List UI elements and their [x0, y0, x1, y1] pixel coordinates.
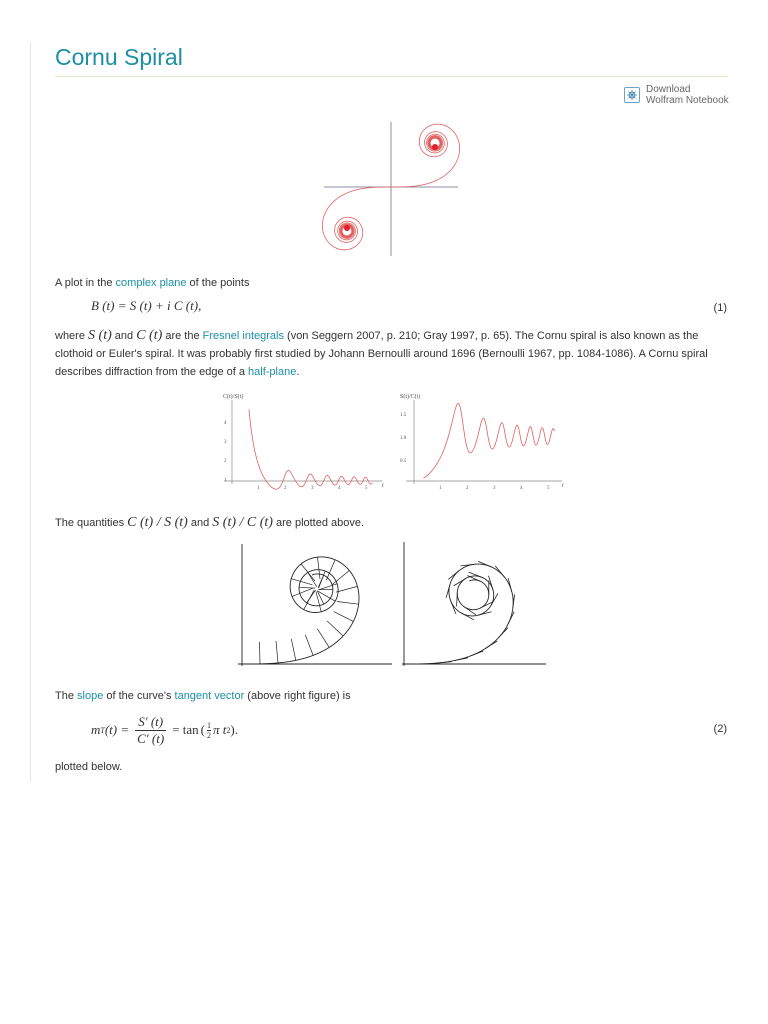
link-half-plane[interactable]: half-plane — [248, 366, 297, 378]
plot-right-xtick: 4 — [520, 486, 523, 491]
plot-left-xtick: 1 — [257, 486, 260, 491]
spiral-curve-right — [404, 564, 513, 664]
plot-left-xtick: 4 — [338, 486, 341, 491]
fresnel-paragraph — [55, 327, 730, 381]
plot-right-xlabel: t — [562, 483, 564, 489]
plot-left-xtick: 3 — [311, 486, 314, 491]
text-span: and — [111, 330, 137, 342]
eq2-den: C′ (t) — [137, 730, 165, 746]
plot-right-ytick: 0.5 — [400, 459, 407, 464]
text-span: of the points — [186, 277, 250, 289]
equation-1-body: B (t) = S (t) + i C (t), — [91, 298, 202, 313]
left-border — [30, 42, 31, 782]
plot-left-ytick: 1 — [224, 478, 227, 483]
eq2-half-num: 1 — [207, 720, 211, 730]
plot-left-ytick: 2 — [224, 459, 227, 464]
plot-right-curve — [423, 403, 554, 478]
plot-left-ylabel: C(t)/S(t) — [223, 394, 244, 400]
eq2-half-den: 2 — [207, 730, 211, 740]
plot-left-xlabel: t — [382, 483, 384, 489]
plot-right-xtick: 5 — [547, 486, 550, 491]
eq2-num: S′ (t) — [135, 714, 166, 731]
math-s-t: S (t) — [88, 328, 112, 343]
text-span: and — [187, 517, 213, 529]
slope-paragraph — [55, 687, 730, 705]
text-span: (von Seggern 2007, p. 210; Gray 1997, p. 65). The Cornu spiral is also known as the clothoid or Euler's spiral. It was probably first studied by Johann Bernoulli around 1696 (Bernoulli 1967, pp. 1084-1086). A Cornu spiral describes diffraction from the edge of a — [55, 330, 708, 378]
eq2-arg: (t) = — [104, 722, 130, 737]
closing-paragraph: plotted below. — [55, 761, 123, 773]
spiral-center-upper — [432, 144, 438, 150]
intro-paragraph — [55, 274, 730, 292]
eq2-rhs: = tan — [172, 722, 199, 737]
text-span: The quantities — [55, 517, 128, 529]
math-s-over-c: S (t) / C (t) — [212, 515, 273, 530]
link-slope[interactable]: slope — [77, 690, 104, 702]
plot-right-ylabel: S(t)/C(t) — [400, 394, 421, 400]
normal-lines — [260, 557, 359, 664]
eq2-sup: 2 — [226, 725, 231, 735]
plot-left-xtick: 5 — [365, 486, 368, 491]
math-c-over-s: C (t) / S (t) — [127, 515, 188, 530]
text-span: The — [55, 690, 78, 702]
notebook-icon — [624, 87, 640, 103]
plot-left-xtick: 2 — [284, 486, 287, 491]
text-span: are the — [162, 330, 203, 342]
text-span: are plotted above. — [272, 517, 365, 529]
plot-right-xtick: 1 — [439, 486, 442, 491]
plot-right-xtick: 2 — [466, 486, 469, 491]
text-span: (above right figure) is — [244, 690, 351, 702]
page-title: Cornu Spiral — [55, 44, 183, 70]
plot-s-over-c — [396, 388, 568, 496]
equation-2-number: (2) — [713, 723, 727, 735]
link-complex-plane[interactable]: complex plane — [115, 277, 187, 289]
text-span: . — [296, 366, 300, 378]
plot-left-ytick: 3 — [224, 440, 227, 445]
spiral-normals-figure — [236, 540, 396, 670]
eq2-sub: T — [100, 725, 105, 735]
text-span: A plot in the — [55, 277, 116, 289]
plot-right-ytick: 1.0 — [400, 436, 407, 441]
eq2-tail: π t — [213, 722, 227, 737]
download-notebook-button[interactable] — [624, 84, 729, 106]
spiral-center-lower — [344, 225, 350, 231]
eq2-fraction — [134, 714, 167, 747]
link-tangent-vector[interactable]: tangent vector — [174, 690, 245, 702]
eq2-end: ). — [230, 722, 238, 737]
plot-left-ytick: 4 — [224, 421, 227, 426]
cornu-spiral-figure — [318, 118, 466, 260]
equation-2: m T (t) = $\frac{S' (t)}{C' (t)}$ = tan ( $\frac{1}{2}$ π t 2 ). (2) — [91, 713, 727, 746]
download-sublabel: Wolfram Notebook — [646, 95, 729, 106]
eq2-m: m — [91, 722, 101, 737]
link-fresnel-integrals[interactable]: Fresnel integrals — [202, 330, 284, 342]
plot-c-over-s — [220, 388, 388, 496]
eq2-half — [207, 721, 211, 740]
plot-right-xtick: 3 — [493, 486, 496, 491]
download-label: Download — [646, 84, 691, 95]
plot-right-ytick: 1.5 — [400, 413, 407, 418]
spiral-tangents-figure — [400, 540, 550, 670]
equation-1-number: (1) — [713, 302, 727, 314]
tangent-lines — [438, 561, 515, 663]
title-divider — [55, 76, 727, 77]
text-span: of the curve's — [103, 690, 175, 702]
text-span: where — [55, 330, 89, 342]
plot-left-curve — [249, 409, 372, 489]
math-c-t: C (t) — [136, 328, 163, 343]
quantities-paragraph — [55, 514, 730, 532]
